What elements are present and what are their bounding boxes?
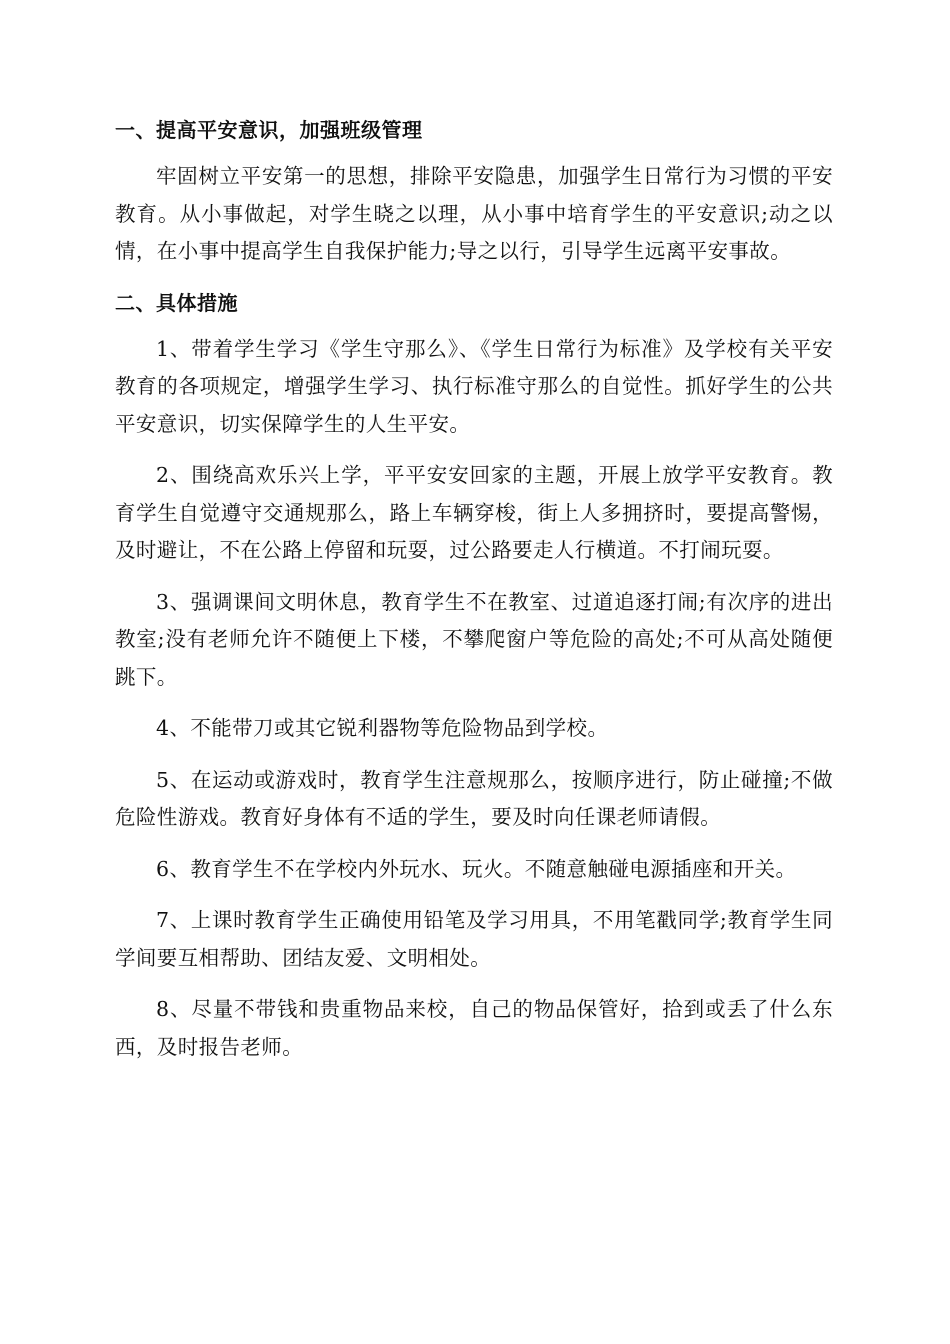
measure-item: 8、尽量不带钱和贵重物品来校，自己的物品保管好，拾到或丢了什么东西，及时报告老师。: [115, 997, 833, 1059]
measure-item: 1、带着学生学习《学生守那么》、《学生日常行为标准》及学校有关平安教育的各项规定，增强学生学习、执行标准守那么的自觉性。抓好学生的公共平安意识，切实保障学生的人生平安。: [115, 336, 833, 436]
measure-item: 6、教育学生不在学校内外玩水、玩火。不随意触碰电源插座和开关。: [156, 856, 797, 881]
measure-item: 4、不能带刀或其它锐利器物等危险物品到学校。: [156, 716, 609, 740]
section-safety-awareness: [115, 112, 833, 271]
measure-item: 5、在运动或游戏时，教育学生注意规那么，按顺序进行，防止碰撞;不做危险性游戏。教育好身体有不适的学生，要及时向任课老师请假。: [115, 767, 833, 829]
section-heading: 一、提高平安意识，加强班级管理: [115, 118, 423, 142]
paragraph: 牢固树立平安第一的思想，排除平安隐患，加强学生日常行为习惯的平安教育。从小事做起，对学生晓之以理，从小事中培育学生的平安意识;动之以情，在小事中提高学生自我保护能力;导之以行，引导学生远离平安事故。: [115, 164, 833, 263]
measure-item: 7、上课时教育学生正确使用铅笔及学习用具，不用笔戳同学;教育学生同学间要互相帮助、团结友爱、文明相处。: [115, 908, 833, 970]
measure-item: 3、强调课间文明休息，教育学生不在教室、过道追逐打闹;有次序的进出教室;没有老师允许不随便上下楼，不攀爬窗户等危险的高处;不可从高处随便跳下。: [115, 589, 833, 689]
section-heading: 二、具体措施: [115, 290, 238, 315]
document-page: [115, 112, 833, 1080]
measure-item: 2、围绕高欢乐兴上学，平平安安回家的主题，开展上放学平安教育。教育学生自觉遵守交通规那么，路上车辆穿梭，街上人多拥挤时，要提高警惕，及时避让，不在公路上停留和玩耍，过公路要走人行横道。不打闹玩耍。: [115, 463, 833, 562]
section-specific-measures: [115, 285, 833, 1067]
